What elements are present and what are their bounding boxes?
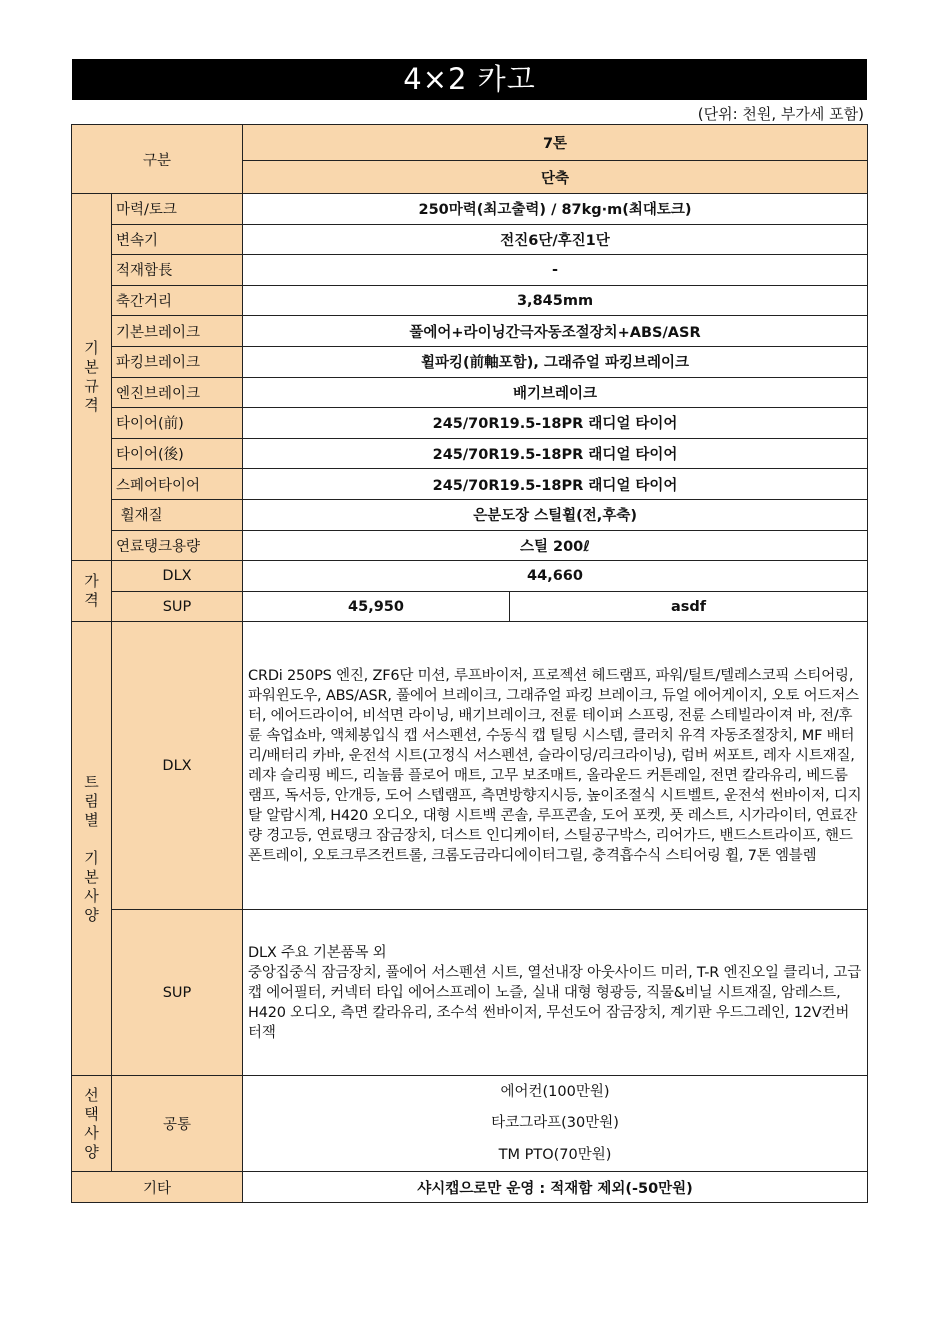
- spec-label: 마력/토크: [112, 194, 243, 225]
- trim-dlx-text: CRDi 250PS 엔진, ZF6단 미션, 루프바이저, 프로젝션 헤드램프, 파워/틸트/텔레스코픽 스티어링, 파워윈도우, ABS/ASR, 풀에어 브레이크, 그래쥬얼 파킹 브레이크, 듀얼 에어게이지, 오토 어드저스터, 에어드라이어, 비석면 라이닝, 배기브레이크, 전륜 테이퍼 스프링, 전륜 스테빌라이져 바, 전/후륜 속업쇼바, 액체봉입식 캡 서스펜션, 수동식 캡 틸팅 시스템, 클러치 유격 자동조절장치, MF 배터리/배터리 카바, 운전석 시트(고정식 서스펜션, 슬라이딩/리크라이닝), 럼버 써포트, 레자 시트재질, 레쟈 슬리핑 베드, 리놀륨 플로어 매트, 고무 보조매트, 올라운드 커튼레일, 전면 칼라유리, 베드룸 램프, 독서등, 안개등, 도어 스텝램프, 측면방향지시등, 높이조절식 시트벨트, 운전석 썬바이저, 디지탈 알람시계, H420 오디오, 대형 시트백 콘솔, 루프콘솔, 도어 포켓, 풋 레스트, 시가라이터, 연료잔량 경고등, 연료탱크 잠금장치, 더스트 인디케이터, 스틸공구박스, 리어가드, 밴드스트라이프, 핸드폰트레이, 오토크루즈컨트롤, 크롬도금라디에이터그릴, 충격흡수식 스티어링 휠, 7톤 엠블렘: [243, 622, 868, 910]
- spec-label: 스페어타이어: [112, 469, 243, 500]
- spec-value: 3,845mm: [243, 285, 868, 316]
- spec-label: 변속기: [112, 224, 243, 255]
- spec-label: 적재함長: [112, 255, 243, 286]
- price-sup-value: 45,950: [243, 591, 510, 622]
- price-sup-extra: asdf: [510, 591, 868, 622]
- options-common-label: 공통: [112, 1076, 243, 1172]
- spec-value: 휠파킹(前軸포함), 그래쥬얼 파킹브레이크: [243, 346, 868, 377]
- spec-value: 은분도장 스틸휠(전,후축): [243, 499, 868, 530]
- axle-header: 단축: [243, 161, 868, 194]
- spec-value: 245/70R19.5-18PR 래디얼 타이어: [243, 438, 868, 469]
- spec-label: 파킹브레이크: [112, 346, 243, 377]
- option-item: 에어컨(100만원): [500, 1083, 610, 1100]
- tonnage-header: 7톤: [243, 125, 868, 161]
- spec-value: 전진6단/후진1단: [243, 224, 868, 255]
- spec-value: 245/70R19.5-18PR 래디얼 타이어: [243, 408, 868, 439]
- spec-label: 휠재질: [112, 499, 243, 530]
- price-group-label: 가 격: [72, 561, 112, 622]
- options-group-label: 선 택 사 양: [72, 1076, 112, 1172]
- option-item: 타코그라프(30만원): [491, 1115, 619, 1132]
- option-item: TM PTO(70만원): [498, 1146, 612, 1163]
- spec-value: 250마력(최고출력) / 87kg·m(최대토크): [243, 194, 868, 225]
- price-dlx-value: 44,660: [243, 561, 868, 592]
- price-sup-label: SUP: [112, 591, 243, 622]
- etc-value: 샤시캡으로만 운영 : 적재함 제외(-50만원): [243, 1172, 868, 1203]
- category-header: 구분: [72, 125, 243, 194]
- trim-sup-cell: [243, 910, 868, 1076]
- spec-label: 타이어(前): [112, 408, 243, 439]
- trim-dlx-label: DLX: [112, 622, 243, 910]
- trim-sup-intro: DLX 주요 기본품목 외: [248, 944, 387, 961]
- spec-value: 풀에어+라이닝간극자동조절장치+ABS/ASR: [243, 316, 868, 347]
- trim-group-label: 트 림 별 기 본 사 양: [72, 622, 112, 1076]
- trim-sup-label: SUP: [112, 910, 243, 1076]
- etc-label: 기타: [72, 1172, 243, 1203]
- spec-label: 축간거리: [112, 285, 243, 316]
- unit-note: (단위: 천원, 부가세 포함): [697, 105, 864, 123]
- spec-label: 타이어(後): [112, 438, 243, 469]
- spec-table: [71, 124, 868, 1203]
- spec-label: 연료탱크용량: [112, 530, 243, 561]
- spec-value: -: [243, 255, 868, 286]
- options-list: [243, 1076, 868, 1172]
- page-title: 4×2 카고: [72, 59, 867, 100]
- spec-label: 엔진브레이크: [112, 377, 243, 408]
- spec-label: 기본브레이크: [112, 316, 243, 347]
- basic-spec-group-label: 기 본 규 격: [72, 194, 112, 561]
- spec-value: 배기브레이크: [243, 377, 868, 408]
- spec-value: 스틸 200ℓ: [243, 530, 868, 561]
- spec-value: 245/70R19.5-18PR 래디얼 타이어: [243, 469, 868, 500]
- price-dlx-label: DLX: [112, 561, 243, 592]
- trim-sup-text: 중앙집중식 잠금장치, 풀에어 서스펜션 시트, 열선내장 아웃사이드 미러, T-R 엔진오일 클리너, 고급 캡 에어필터, 커넥터 타입 에어스프레이 노즐, 실내 대형 형광등, 직물&비닐 시트재질, 암레스트, H420 오디오, 측면 칼라유리, 조수석 썬바이저, 무선도어 잠금장치, 계기판 우드그레인, 12V컨버터잭: [248, 964, 862, 1041]
